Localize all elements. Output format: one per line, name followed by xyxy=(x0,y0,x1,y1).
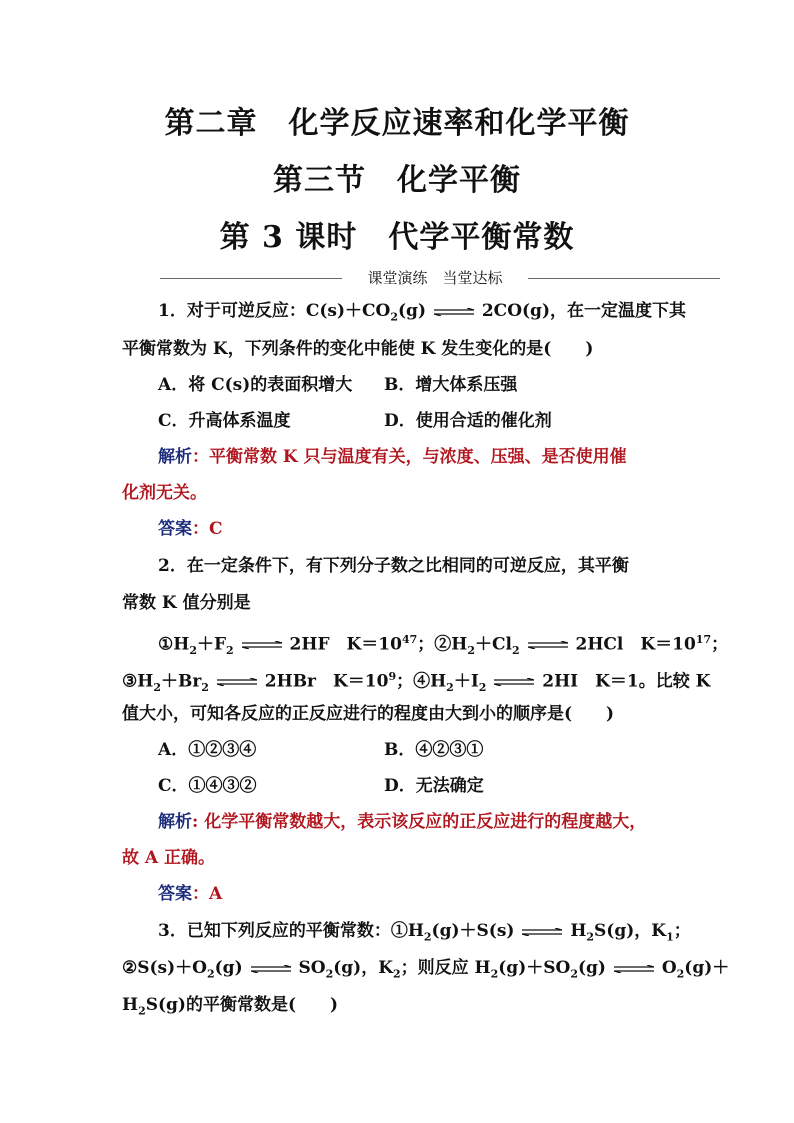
banner-text: 课堂演练 当堂达标 xyxy=(367,269,503,287)
q1-option-c: C．升高体系温度 xyxy=(158,411,291,431)
equilibrium-arrow-icon xyxy=(614,965,654,973)
equilibrium-arrow-icon xyxy=(528,641,568,649)
section-banner xyxy=(160,268,720,288)
q2-reactions-line2: $③H_2+Br_2$ 2HBr $K=10^9$；$④H_2+I_2$ 2HI K＝1。比较 K xyxy=(122,670,711,695)
q2-stem-line1: 2．在一定条件下，有下列分子数之比相同的可逆反应，其平衡 xyxy=(158,556,629,576)
banner-rule-left xyxy=(160,278,342,279)
equilibrium-arrow-icon xyxy=(494,678,534,686)
q3-stem-line3: $H_2S(g)$的平衡常数是( ) xyxy=(122,995,339,1018)
q1-stem-line2: 平衡常数为 K，下列条件的变化中能使 K 发生变化的是( ) xyxy=(122,339,594,359)
q3-stem-line1: 3．已知下列反应的平衡常数：$①H_2(g)+S(s)$ $H_2S(g)$，$K_1$； xyxy=(158,921,691,944)
q1-option-d: D．使用合适的催化剂 xyxy=(384,411,552,431)
q2-answer: 答案：A xyxy=(158,884,223,904)
banner-rule-right xyxy=(528,278,720,279)
q2-stem-line5: 值大小，可知各反应的正反应进行的程度由大到小的顺序是( ) xyxy=(122,704,615,724)
q1-option-b: B．增大体系压强 xyxy=(384,375,518,395)
q2-option-c: C．①④③② xyxy=(158,776,257,796)
lesson-title: 第 3 课时 代学平衡常数 xyxy=(219,220,575,255)
q2-option-b: B．④②③① xyxy=(384,740,484,760)
q1-analysis-line2: 化剂无关。 xyxy=(122,483,207,503)
equilibrium-arrow-icon xyxy=(251,965,291,973)
equilibrium-arrow-icon xyxy=(434,308,474,316)
q1-analysis-line1: 解析：平衡常数 K 只与温度有关，与浓度、压强、是否使用催 xyxy=(158,447,627,467)
q2-option-d: D．无法确定 xyxy=(384,776,484,796)
q2-reactions-line1: $①H_2+F_2$ 2HF $K=10^{47}$；$②H_2+Cl_2$ 2HCl $K=10^{17}$； xyxy=(158,633,729,658)
equilibrium-arrow-icon xyxy=(242,641,282,649)
q2-analysis-line2: 故 A 正确。 xyxy=(122,848,216,868)
equilibrium-arrow-icon xyxy=(217,678,257,686)
q3-stem-line2: $②S(s)+O_2(g)$ $SO_2(g)$，$K_2$；则反应 $H_2(g)+SO_2(g)$ $O_2(g)+$ xyxy=(122,958,730,981)
equilibrium-arrow-icon xyxy=(522,928,562,936)
q1-option-a: A．将 C(s)的表面积增大 xyxy=(158,375,353,395)
chapter-title: 第二章 化学反应速率和化学平衡 xyxy=(164,106,630,141)
section-title: 第三节 化学平衡 xyxy=(273,163,521,198)
q2-analysis-line1: 解析: 化学平衡常数越大，表示该反应的正反应进行的程度越大， xyxy=(158,812,647,832)
q1-answer: 答案：C xyxy=(158,519,223,539)
q1-stem-line1: 1．对于可逆反应：$C(s)+CO_2(g)$ 2CO(g)，在一定温度下其 xyxy=(158,301,686,324)
q2-stem-line2: 常数 K 值分别是 xyxy=(122,593,251,613)
q2-option-a: A．①②③④ xyxy=(158,740,257,760)
